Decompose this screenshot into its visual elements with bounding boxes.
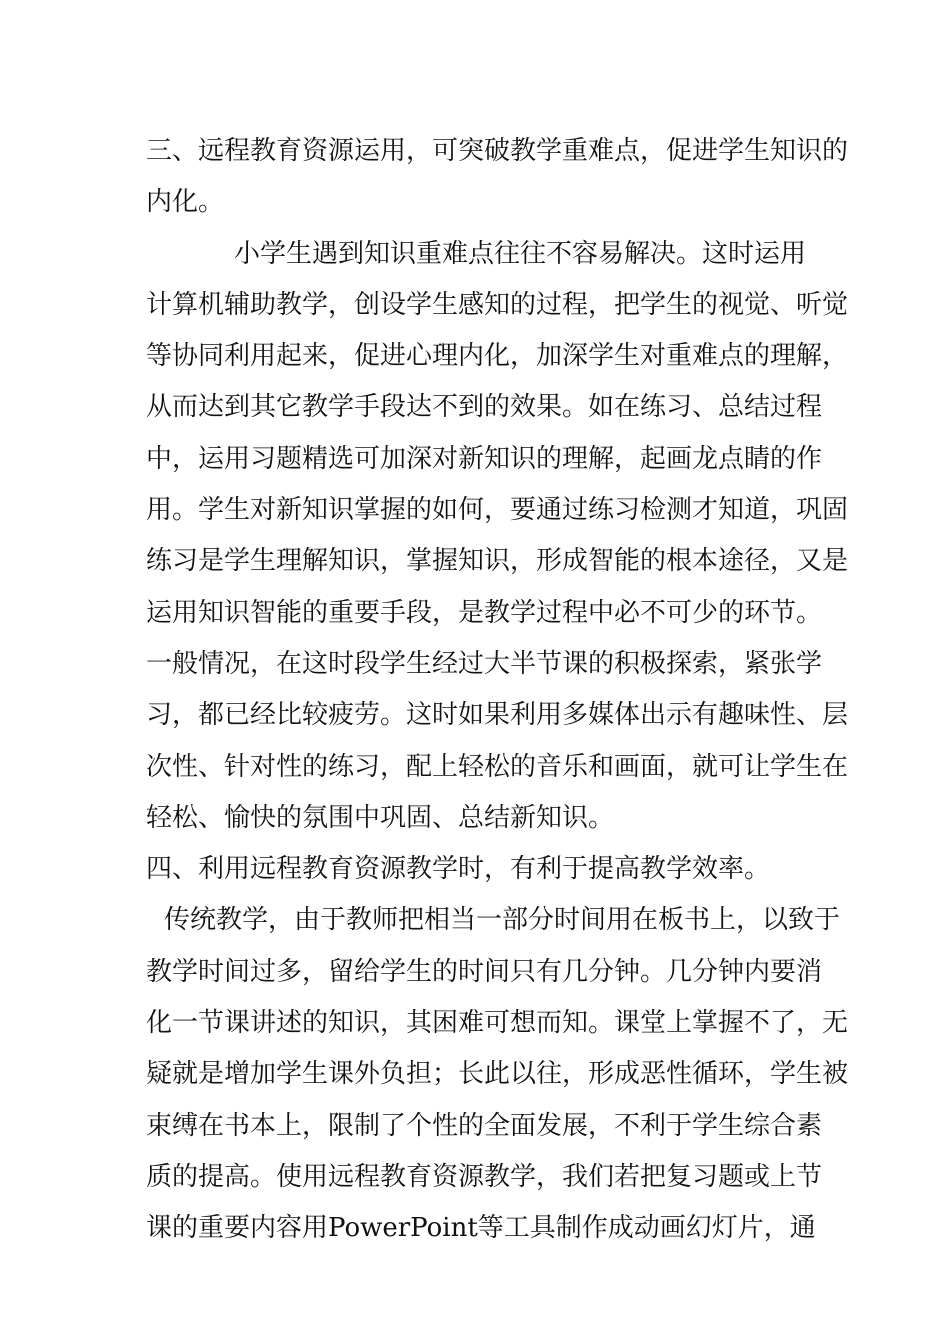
paragraph-line: 计算机辅助教学，创设学生感知的过程，把学生的视觉、听觉 [146, 289, 849, 320]
paragraph-line: 教学时间过多，留给学生的时间只有几分钟。几分钟内要消 [146, 956, 823, 987]
document-body [146, 126, 849, 1255]
paragraph-line: 化一节课讲述的知识，其困难可想而知。课堂上掌握不了，无 [146, 1008, 849, 1039]
paragraph-line: 质的提高。使用远程教育资源教学，我们若把复习题或上节 [146, 1161, 823, 1192]
section-heading-4: 四、利用远程教育资源教学时，有利于提高教学效率。 [146, 854, 771, 885]
section-heading-3: 三、远程教育资源运用，可突破教学重难点，促进学生知识的 [146, 136, 849, 166]
paragraph-line: 轻松、愉快的氛围中巩固、总结新知识。 [146, 802, 615, 833]
paragraph-line: 等协同利用起来，促进心理内化，加深学生对重难点的理解， [146, 341, 849, 372]
paragraph-line: 疑就是增加学生课外负担；长此以往，形成恶性循环，学生被 [146, 1059, 849, 1090]
paragraph-line: 课的重要内容用PowerPoint等工具制作成动画幻灯片，通 [146, 1213, 816, 1244]
paragraph-line: 习，都已经比较疲劳。这时如果利用多媒体出示有趣味性、层 [146, 700, 849, 731]
paragraph-line: 用。学生对新知识掌握的如何，要通过练习检测才知道，巩固 [146, 495, 849, 526]
paragraph-line: 小学生遇到知识重难点往往不容易解决。这时运用 [234, 238, 807, 269]
paragraph-line: 束缚在书本上，限制了个性的全面发展，不利于学生综合素 [146, 1110, 823, 1141]
paragraph-line: 运用知识智能的重要手段，是教学过程中必不可少的环节。 [146, 597, 823, 628]
paragraph-line: 次性、针对性的练习，配上轻松的音乐和画面，就可让学生在 [146, 751, 849, 782]
section-heading-3-continued: 内化。 [146, 187, 225, 218]
paragraph-line: 传统教学，由于教师把相当一部分时间用在板书上，以致于 [164, 905, 841, 936]
paragraph-line: 中，运用习题精选可加深对新知识的理解，起画龙点睛的作 [146, 443, 823, 474]
paragraph-line: 练习是学生理解知识，掌握知识，形成智能的根本途径，又是 [146, 546, 849, 577]
paragraph-line: 一般情况，在这时段学生经过大半节课的积极探索，紧张学 [146, 648, 823, 679]
paragraph-line: 从而达到其它教学手段达不到的效果。如在练习、总结过程 [146, 392, 823, 423]
